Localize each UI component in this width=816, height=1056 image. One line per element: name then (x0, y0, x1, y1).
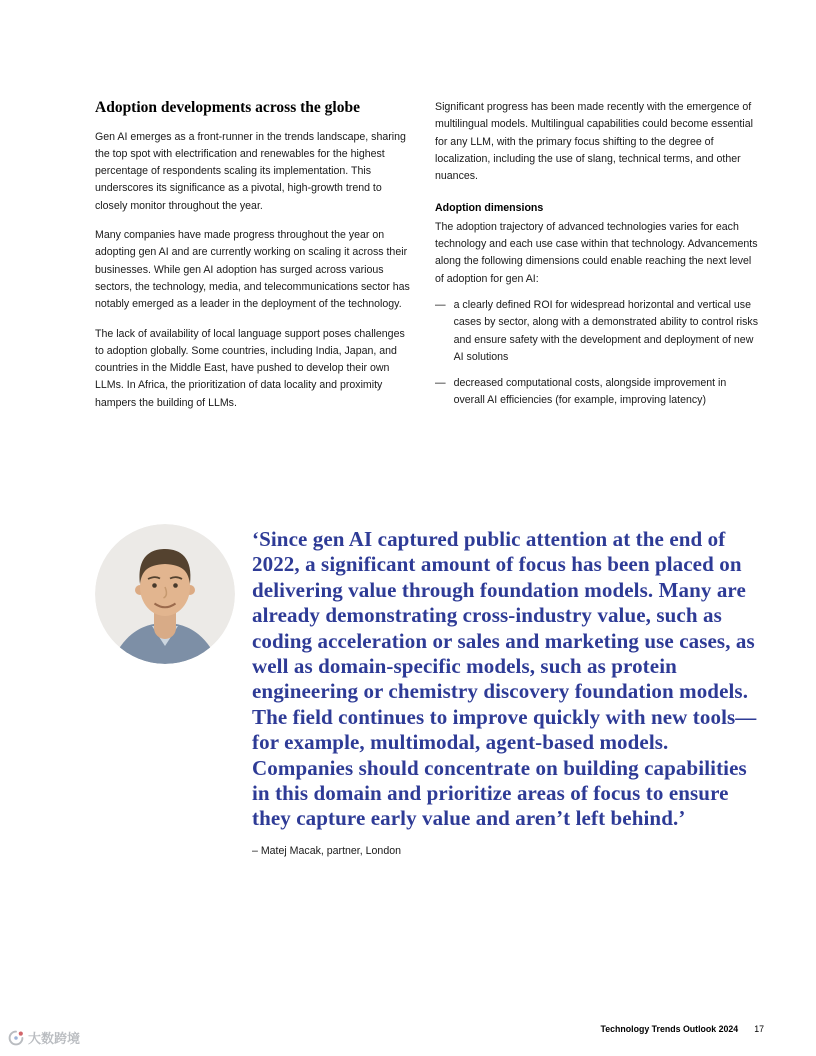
bullet-item (435, 375, 759, 410)
right-intro-paragraph: Significant progress has been made recently with the emergence of multilingual models. Multilingual capabilities could become essential for any LLM, with the primary focus shifting to the degree of localization, including the use of slang, technical terms, and other nuances. (435, 101, 753, 183)
pull-quote-section (95, 524, 763, 857)
portrait-illustration (95, 524, 235, 664)
bullet-dash: — (435, 377, 446, 390)
watermark (8, 1028, 80, 1047)
right-body-paragraph: The adoption trajectory of advanced technologies varies for each technology and each use case within that technology. Advancements along the following dimensions could enable reaching the next level of adoption for gen AI: (435, 220, 758, 285)
watermark-logo-icon (8, 1030, 24, 1046)
page-number: 17 (754, 1024, 764, 1034)
quote-text: ‘Since gen AI captured public attention at the end of 2022, a significant amount of focus has been placed on delivering value through foundation models. Many are already demonstrating cross-industry value, such as coding acceleration or sales and marketing use cases, as well as domain-specific models, such as protein engineering or chemistry discovery foundation models. The field continues to improve quickly with new tools—for example, multimodal, agent-based models. Companies should concentrate on building capabilities in this domain and prioritize areas of focus to ensure they capture early value and aren’t left behind.’ (252, 527, 757, 831)
bullet-text: a clearly defined ROI for widespread horizontal and vertical use cases by sector, along with a demonstrated ability to control risks and ensure safety with the development and deployment of new AI solutions (453, 298, 759, 363)
left-paragraph: Gen AI emerges as a front-runner in the trends landscape, sharing the top spot with electrification and renewables for the highest percentage of respondents scaling its implementation. This underscores its significance as a pivotal, high-growth trend to closely monitor throughout the year. (95, 130, 406, 212)
subheading-adoption-dimensions: Adoption dimensions (435, 202, 544, 215)
page-footer (95, 1024, 764, 1034)
left-paragraph: The lack of availability of local language support poses challenges to adoption globally. Some countries, including India, Japan, and countries in the Middle East, have pushed to develop their own LLMs. In Africa, the prioritization of data locality and proximity hampers the building of LLMs. (95, 327, 405, 409)
quote-attribution: – Matej Macak, partner, London (252, 844, 401, 857)
bullet-text: decreased computational costs, alongside improvement in overall AI efficiencies (for example, improving latency) (453, 377, 727, 407)
bullet-item (435, 297, 759, 366)
quote-block (252, 524, 763, 857)
portrait-photo (95, 524, 235, 664)
bullet-dash: — (435, 298, 446, 311)
watermark-text: 大数跨境 (28, 1031, 81, 1046)
left-paragraph: Many companies have made progress throughout the year on adopting gen AI and are currently working on scaling it across their businesses. While gen AI adoption has surged across various sectors, the technology, media, and telecommunications sector has notably emerged as a leader in the deployment of the technology. (95, 229, 410, 311)
two-column-text (95, 99, 759, 424)
right-column (435, 99, 759, 424)
left-column (95, 99, 415, 424)
section-heading: Adoption developments across the globe (95, 99, 360, 116)
footer-title: Technology Trends Outlook 2024 (600, 1024, 739, 1034)
